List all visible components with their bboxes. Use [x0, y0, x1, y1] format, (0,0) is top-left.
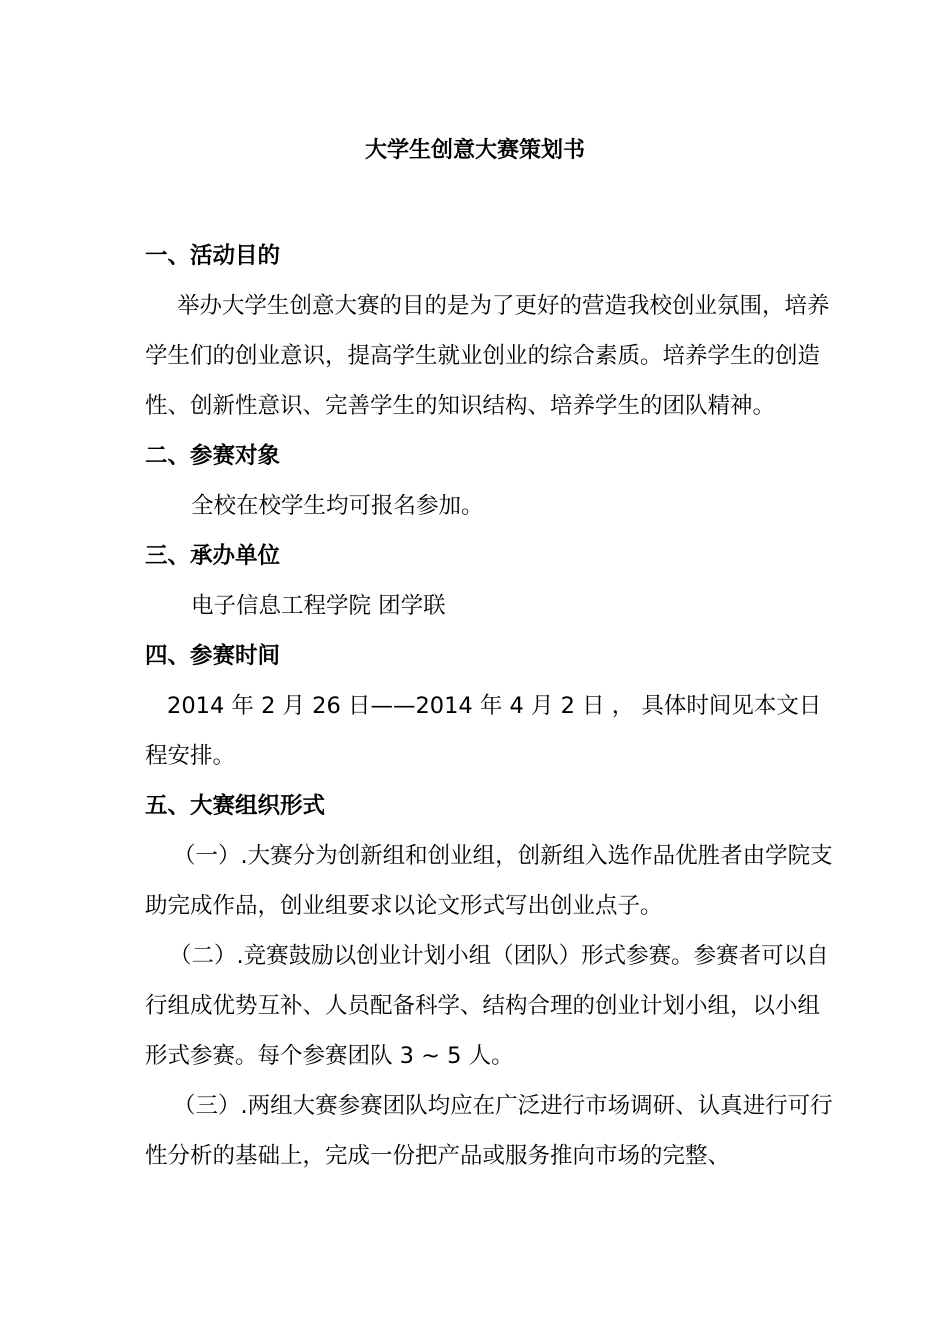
- section-heading-purpose: 一、活动目的: [145, 243, 281, 269]
- section-paragraph-purpose: 举办大学生创意大赛的目的是为了更好的营造我校创业氛围，培养学生们的创业意识，提高学生就业创业的综合素质。培养学生的创造性、创新性意识、完善学生的知识结构、培养学生的团队精神。: [145, 293, 830, 419]
- section-heading-organizer: 三、承办单位: [145, 543, 281, 569]
- section-paragraph-time: 2014 年 2 月 26 日——2014 年 4 月 2 日 ， 具体时间见本文日程安排。: [145, 693, 822, 769]
- section-paragraph-participants: 全校在校学生均可报名参加。: [191, 493, 484, 519]
- document-body: [145, 231, 835, 1181]
- section-paragraph-organizer: 电子信息工程学院 团学联: [191, 593, 446, 619]
- section-heading-participants: 二、参赛对象: [145, 443, 281, 469]
- section-heading-time: 四、参赛时间: [145, 643, 281, 669]
- section-paragraph-format-3: （三）.两组大赛参赛团队均应在广泛进行市场调研、认真进行可行性分析的基础上，完成一份把产品或服务推向市场的完整、: [145, 1093, 833, 1169]
- section-paragraph-format-2: （二）.竞赛鼓励以创业计划小组（团队）形式参赛。参赛者可以自行组成优势互补、人员配备科学、结构合理的创业计划小组，以小组形式参赛。每个参赛团队 3 ~ 5 人。: [145, 943, 829, 1069]
- document-title: 大学生创意大赛策划书: [364, 138, 585, 163]
- section-paragraph-format-1: （一）.大赛分为创新组和创业组，创新组入选作品优胜者由学院支助完成作品，创业组要求以论文形式写出创业点子。: [145, 843, 833, 919]
- section-heading-format: 五、大赛组织形式: [145, 793, 326, 819]
